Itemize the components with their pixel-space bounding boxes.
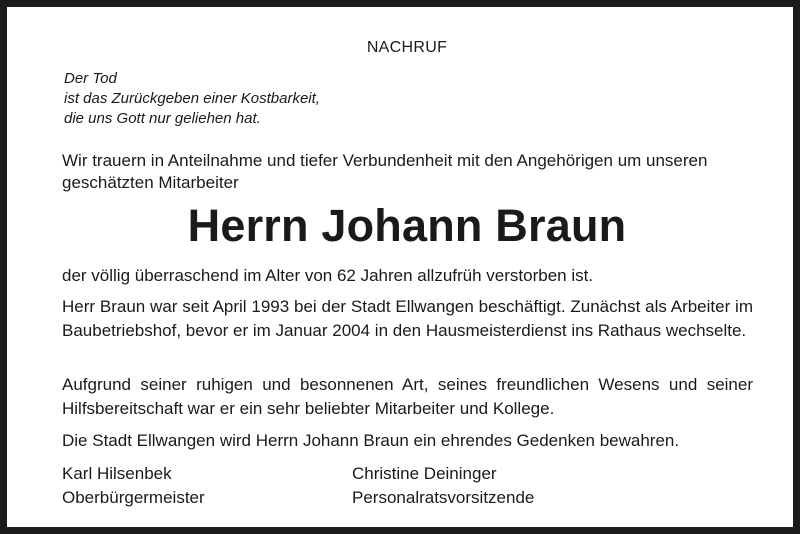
paragraph-remembrance: Die Stadt Ellwangen wird Herrn Johann Braun ein ehrendes Gedenken bewahren. bbox=[62, 431, 680, 450]
signatory-name: Christine Deininger bbox=[352, 464, 497, 483]
signatory-mayor bbox=[62, 462, 205, 510]
deceased-name: Herrn Johann Braun bbox=[187, 200, 627, 251]
intro-text: Wir trauern in Anteilnahme und tiefer Verbundenheit mit den Angehörigen um unseren geschätzten Mitarbeiter bbox=[62, 151, 708, 192]
memorial-quote bbox=[64, 69, 320, 129]
quote-line: die uns Gott nur geliehen hat. bbox=[64, 110, 261, 127]
signatory-title: Oberbürgermeister bbox=[62, 488, 205, 507]
signatory-name: Karl Hilsenbek bbox=[62, 464, 172, 483]
signatory-title: Personalratsvorsitzende bbox=[352, 488, 535, 507]
paragraph-career: Herr Braun war seit April 1993 bei der Stadt Ellwangen beschäftigt. Zunächst als Arbeiter im Baubetriebshof, bevor er im Januar 2004 in den Hausmeisterdienst ins Rathaus wechselte. bbox=[62, 297, 753, 340]
paragraph-death: der völlig überraschend im Alter von 62 Jahren allzufrüh verstorben ist. bbox=[62, 266, 594, 285]
quote-line: ist das Zurückgeben einer Kostbarkeit, bbox=[64, 90, 320, 107]
signatory-staff-council bbox=[352, 462, 534, 510]
notice-heading: NACHRUF bbox=[366, 39, 448, 56]
quote-line: Der Tod bbox=[64, 70, 117, 87]
paragraph-character: Aufgrund seiner ruhigen und besonnenen Art, seines freundlichen Wesens und seiner Hilfsbereitschaft war er ein sehr beliebter Mitarbeiter und Kollege. bbox=[62, 375, 753, 418]
